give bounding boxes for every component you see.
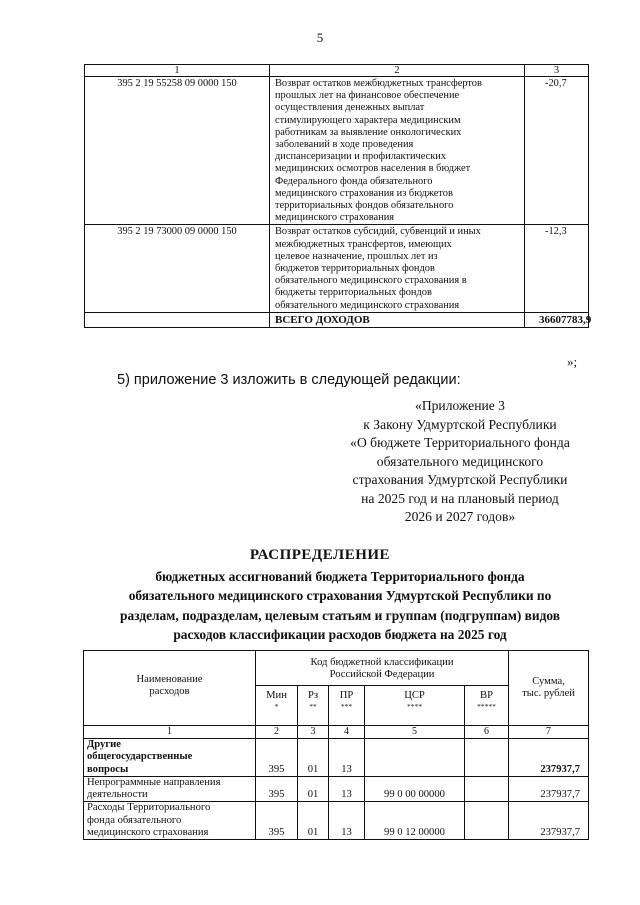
column-number: 6	[465, 726, 509, 739]
revenue-description	[270, 77, 525, 225]
description-line: Возврат остатков межбюджетных трансфертов	[275, 78, 482, 89]
row-name	[84, 776, 256, 802]
revenue-row	[85, 77, 589, 225]
header-name	[84, 651, 256, 726]
header-code-group	[256, 651, 509, 686]
revenue-code: 395 2 19 73000 09 0000 150	[85, 225, 270, 312]
description-line: обязательного медицинского страхования в	[275, 275, 467, 287]
description-line: прошлых лет на финансовое обеспечение	[275, 90, 460, 102]
description-line: Федерального фонда обязательного	[275, 175, 433, 187]
header-code-line: Российской Федерации	[329, 669, 435, 681]
header-col-rz: Рз **	[298, 686, 329, 726]
header-sum	[509, 651, 589, 726]
table-row	[84, 739, 589, 777]
description-line: территориальных фондов обязательного	[275, 200, 454, 212]
revenue-amount: -12,3	[525, 225, 589, 312]
appendix-line: «О бюджете Территориального фонда	[350, 435, 570, 450]
cell-rz: 01	[298, 739, 329, 777]
description-line: межбюджетных трансфертов, имеющих	[275, 238, 452, 250]
cell-vr	[465, 739, 509, 777]
cell-min: 395	[256, 802, 298, 840]
header-name-line: расходов	[149, 686, 190, 697]
cell-vr	[465, 776, 509, 802]
description-line: диспансеризации и профилактических	[275, 151, 447, 163]
appendix-heading	[300, 397, 620, 527]
cell-min: 395	[256, 776, 298, 802]
column-number: 7	[509, 726, 589, 739]
row-name-line: Расходы Территориального	[87, 802, 211, 814]
appendix-line: 2026 и 2027 годов»	[404, 509, 516, 524]
subtitle-line: расходов классификации расходов бюджета на 2025 год	[173, 626, 507, 642]
revenue-table	[84, 64, 592, 328]
cell-sum: 237937,7	[509, 739, 589, 777]
cell-csr: 99 0 00 00000	[365, 776, 465, 802]
allocation-column-numbers	[84, 726, 589, 739]
description-line: заболеваний в ходе проведения	[275, 139, 414, 151]
cell-rz: 01	[298, 802, 329, 840]
row-name-line: Другие	[87, 739, 121, 750]
description-line: медицинского страхования	[275, 212, 395, 224]
header-col-min: Мин *	[256, 686, 298, 726]
appendix-line: «Приложение 3	[415, 398, 505, 413]
header-col-pr: ПР ***	[329, 686, 365, 726]
description-line: целевое назначение, прошлых лет из	[275, 250, 438, 262]
row-name-line: деятельности	[87, 789, 148, 801]
description-line: обязательного медицинского страхования	[275, 299, 460, 311]
cell-rz: 01	[298, 776, 329, 802]
row-name-line: Непрограммные направления	[87, 776, 221, 788]
cell-sum: 237937,7	[509, 776, 589, 802]
row-name-line: общегосударственные	[87, 751, 193, 763]
description-line: бюджетов территориальных фондов	[275, 263, 435, 275]
cell-pr: 13	[329, 739, 365, 777]
row-name-line: фонда обязательного	[87, 814, 182, 826]
header-col-csr: ЦСР ****	[365, 686, 465, 726]
subtitle-line: бюджетных ассигнований бюджета Территориального фонда	[155, 569, 525, 584]
subtitle-line: разделам, подразделам, целевым статьям и группам (подгруппам) видов	[120, 607, 560, 623]
header-sum-line: тыс. рублей	[522, 688, 575, 699]
cell-pr: 13	[329, 776, 365, 802]
document-title: РАСПРЕДЕЛЕНИЕ	[249, 547, 391, 563]
page-number: 5	[316, 30, 324, 45]
appendix-line: страхования Удмуртской Республики	[352, 472, 568, 487]
table-row	[84, 776, 589, 802]
revenue-amount: -20,7	[525, 77, 589, 225]
description-line: медицинского страхования из бюджетов	[275, 187, 453, 199]
table-row	[84, 802, 589, 840]
cell-sum: 237937,7	[509, 802, 589, 840]
revenue-row	[85, 225, 589, 312]
column-number: 1	[84, 726, 256, 739]
description-line: стимулирующего характера медицинским	[275, 114, 461, 126]
total-label: ВСЕГО ДОХОДОВ	[270, 312, 525, 327]
cell-min: 395	[256, 739, 298, 777]
subtitle-line: обязательного медицинского страхования Удмуртской Республики по	[128, 588, 552, 604]
appendix-line: на 2025 год и на плановый период	[361, 490, 559, 506]
cell-pr: 13	[329, 802, 365, 840]
total-empty-cell	[85, 312, 270, 327]
column-number: 2	[270, 65, 525, 77]
row-name-line: медицинского страхования	[87, 827, 209, 839]
row-name	[84, 739, 256, 777]
column-number: 1	[85, 65, 270, 77]
cell-csr	[365, 739, 465, 777]
header-name-line: Наименование	[136, 673, 203, 685]
revenue-total-row	[85, 312, 589, 327]
column-number: 4	[329, 726, 365, 739]
allocation-table	[83, 650, 589, 840]
row-name	[84, 802, 256, 840]
revenue-code: 395 2 19 55258 09 0000 150	[85, 77, 270, 225]
cell-csr: 99 0 12 00000	[365, 802, 465, 840]
header-code-line: Код бюджетной классификации	[310, 657, 454, 668]
cell-vr	[465, 802, 509, 840]
appendix-line: к Закону Удмуртской Республики	[363, 416, 557, 432]
description-line: бюджеты территориальных фондов	[275, 287, 432, 299]
header-sum-line: Сумма,	[532, 675, 565, 687]
document-subtitle	[40, 567, 640, 644]
revenue-table-header-row	[85, 65, 589, 77]
column-number: 2	[256, 726, 298, 739]
revenue-description	[270, 225, 525, 312]
total-amount: 36607783,9	[525, 312, 589, 327]
column-number: 3	[525, 65, 589, 77]
description-line: осуществления денежных выплат	[275, 102, 425, 114]
column-number: 5	[365, 726, 465, 739]
amendment-intro: 5) приложение 3 изложить в следующей редакции:	[117, 372, 461, 388]
header-col-vr: ВР *****	[465, 686, 509, 726]
description-line: медицинских осмотров населения в бюджет	[275, 163, 471, 175]
row-name-line: вопросы	[87, 763, 129, 775]
column-number: 3	[298, 726, 329, 739]
description-line: работникам за выявление онкологических	[275, 126, 462, 138]
closing-quote: »;	[567, 354, 578, 369]
description-line: Возврат остатков субсидий, субвенций и иных	[275, 226, 481, 238]
appendix-line: обязательного медицинского	[376, 453, 544, 469]
allocation-header-row	[84, 651, 589, 686]
